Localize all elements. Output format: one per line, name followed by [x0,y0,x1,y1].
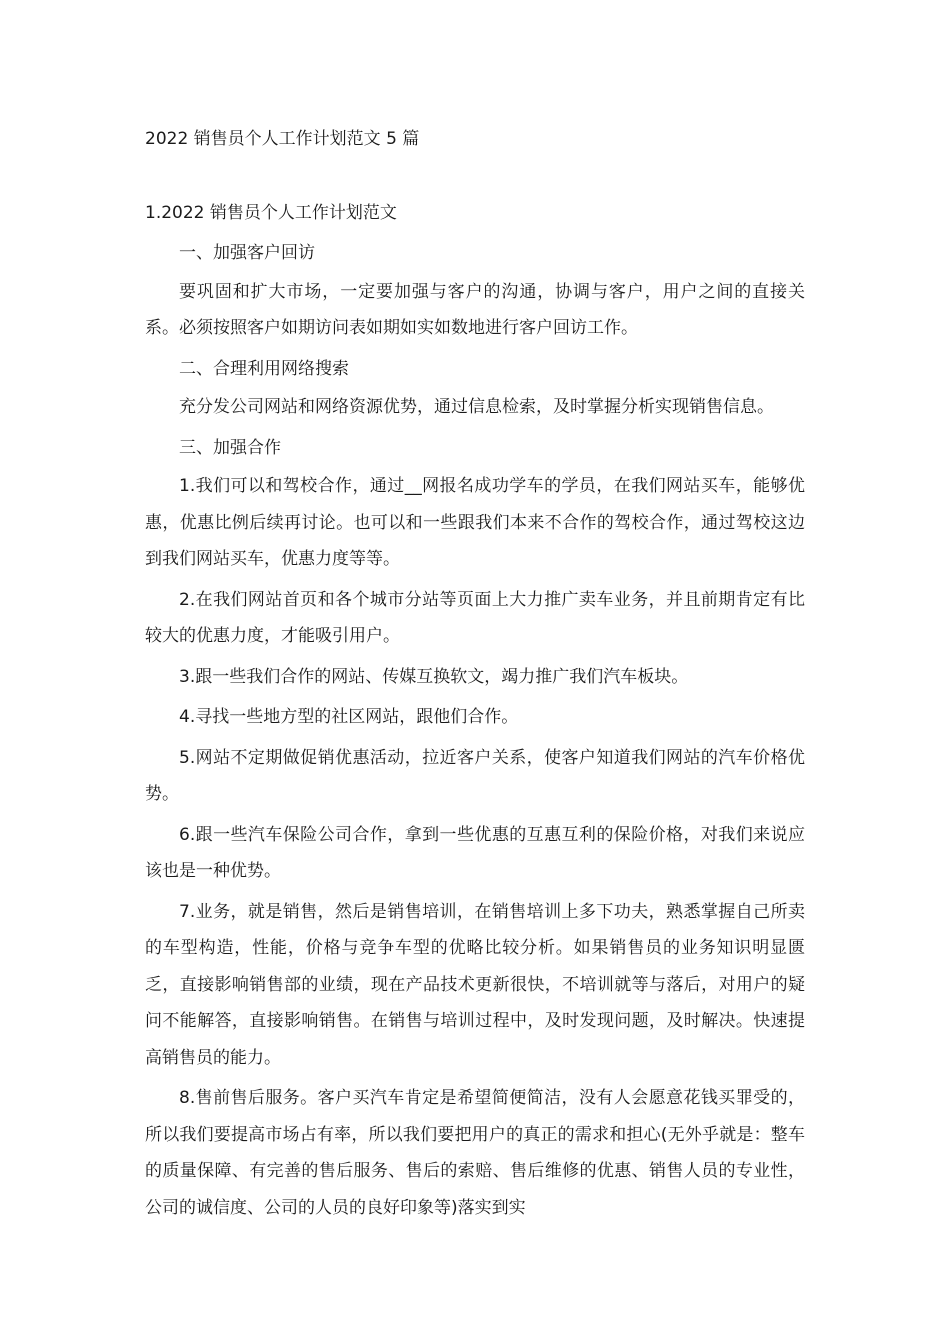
list-item: 7.业务，就是销售，然后是销售培训，在销售培训上多下功夫，熟悉掌握自己所卖的车型构造，性能，价格与竞争车型的优略比较分析。如果销售员的业务知识明显匮乏，直接影响销售部的业绩，现在产品技术更新很快，不培训就等与落后，对用户的疑问不能解答，直接影响销售。在销售与培训过程中，及时发现问题，及时解决。快速提高销售员的能力。 [145,901,805,1068]
section-title: 1.2022 销售员个人工作计划范文 [145,203,397,223]
paragraph: 充分发公司网站和网络资源优势，通过信息检索，及时掌握分析实现销售信息。 [179,397,774,417]
list-item: 1.我们可以和驾校合作，通过__网报名成功学车的学员，在我们网站买车，能够优惠，优惠比例后续再讨论。也可以和一些跟我们本来不合作的驾校合作，通过驾校这边到我们网站买车，优惠力度等等。 [145,476,805,569]
list-item: 4.寻找一些地方型的社区网站，跟他们合作。 [179,707,519,727]
document-title: 2022 销售员个人工作计划范文 5 篇 [145,129,420,149]
heading-network-search: 二、合理利用网络搜索 [179,358,349,379]
list-item: 2.在我们网站首页和各个城市分站等页面上大力推广卖车业务，并且前期肯定有比较大的优惠力度，才能吸引用户。 [145,589,805,646]
document-body [145,235,805,1230]
list-item: 3.跟一些我们合作的网站、传媒互换软文，竭力推广我们汽车板块。 [179,666,689,687]
heading-cooperation: 三、加强合作 [179,437,281,458]
list-item: 8.售前售后服务。客户买汽车肯定是希望简便简洁，没有人会愿意花钱买罪受的，所以我们要提高市场占有率，所以我们要把用户的真正的需求和担心(无外乎就是：整车的质量保障、有完善的售后服务、售后的索赔、售后维修的优惠、销售人员的专业性，公司的诚信度、公司的人员的良好印象等)落实到实 [145,1088,805,1218]
list-item: 6.跟一些汽车保险公司合作，拿到一些优惠的互惠互利的保险价格，对我们来说应该也是一种优势。 [145,824,805,881]
paragraph: 要巩固和扩大市场，一定要加强与客户的沟通，协调与客户，用户之间的直接关系。必须按照客户如期访问表如期如实如数地进行客户回访工作。 [145,281,805,338]
list-item: 5.网站不定期做促销优惠活动，拉近客户关系，使客户知道我们网站的汽车价格优势。 [145,747,805,804]
heading-customer-visits: 一、加强客户回访 [179,243,315,263]
